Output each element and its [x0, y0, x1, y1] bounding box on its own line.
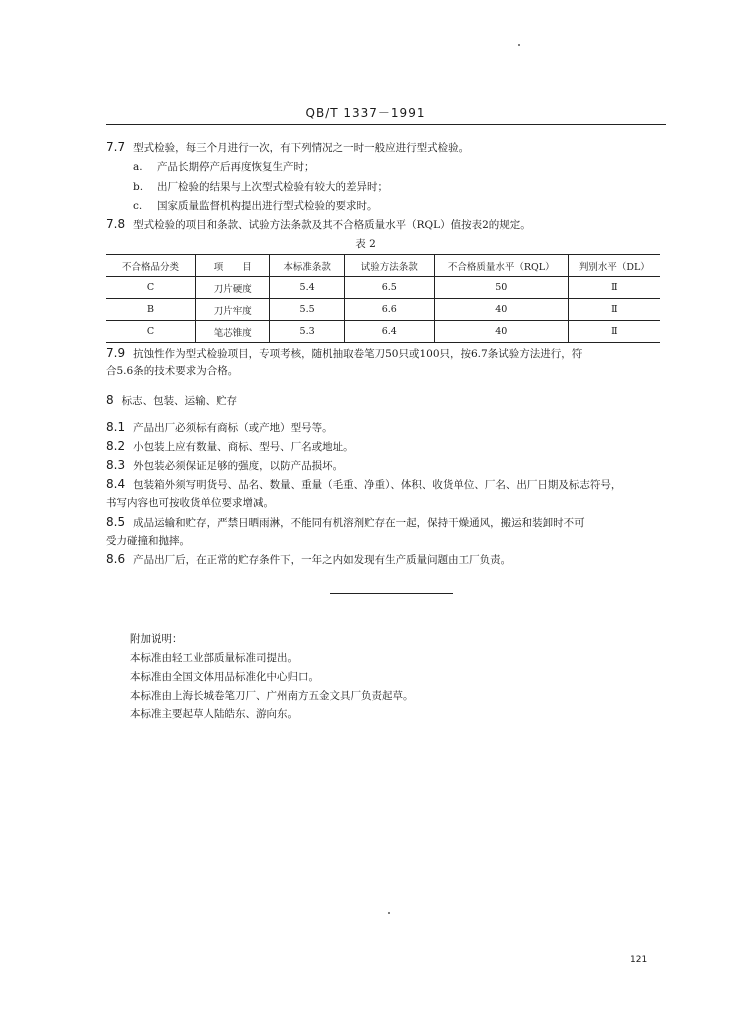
clause-8-6 [106, 552, 511, 567]
clause-8-1 [106, 420, 333, 435]
clause-text: 书写内容也可按收货单位要求增减。 [106, 497, 274, 509]
table-2 [106, 254, 660, 343]
clause-8-5-cont [106, 534, 190, 548]
clause-7-7 [106, 140, 469, 155]
header-cell: 试验方法条款 [344, 255, 434, 277]
header-cell: 判别水平（DL） [568, 255, 660, 277]
table-row [106, 277, 660, 299]
table-cell: 5.4 [270, 277, 344, 299]
clause-number: 8.5 [106, 515, 126, 529]
table-cell: 6.6 [344, 299, 434, 321]
clause-7-8 [106, 217, 531, 232]
page-number: 121 [630, 955, 648, 965]
table-cell: Ⅱ [568, 277, 660, 299]
clause-8-4 [106, 477, 621, 492]
page-header: QB/T 1337－1991 [305, 106, 426, 120]
table-cell: B [106, 299, 196, 321]
list-item-c [133, 199, 378, 213]
clause-text: 抗蚀性作为型式检验项目，专项考核，随机抽取卷笔刀50只或100只，按6.7条试验方法进行，符 [133, 348, 583, 360]
table-cell: 笔芯锥度 [196, 321, 270, 343]
notes-line: 本标准主要起草人陆皓东、游向东。 [130, 708, 298, 720]
item-label: b. [133, 181, 144, 193]
clause-text: 产品出厂必须标有商标（或产地）型号等。 [133, 422, 333, 434]
table-cell: Ⅱ [568, 299, 660, 321]
clause-number: 8.6 [106, 552, 126, 566]
clause-number: 7.9 [106, 346, 126, 360]
item-label: a. [133, 161, 143, 173]
table-cell: 刀片牢度 [196, 299, 270, 321]
item-label: c. [133, 200, 143, 212]
table-cell: 6.5 [344, 277, 434, 299]
clause-text: 成品运输和贮存，严禁日晒雨淋，不能同有机溶剂贮存在一起，保持干燥通风，搬运和装卸时不可 [133, 517, 585, 529]
clause-text: 产品出厂后，在正常的贮存条件下，一年之内如发现有生产质量问题由工厂负责。 [133, 554, 512, 566]
clause-text: 外包装必须保证足够的强度，以防产品损坏。 [133, 460, 344, 472]
header-cell: 本标准条款 [270, 255, 344, 277]
section-number: 8 [106, 393, 114, 407]
list-item-b [133, 180, 388, 194]
clause-text: 受力碰撞和抛摔。 [106, 535, 190, 547]
table-header-row [106, 255, 660, 277]
table-cell: 5.5 [270, 299, 344, 321]
clause-8-2 [106, 439, 354, 454]
header-cell: 不合格质量水平（RQL） [434, 255, 568, 277]
clause-8-5 [106, 515, 585, 530]
table-row [106, 299, 660, 321]
list-item-a [133, 160, 315, 174]
clause-text: 合5.6条的技术要求为合格。 [106, 365, 239, 377]
clause-7-9-cont [106, 364, 238, 378]
section-8-heading [106, 393, 237, 408]
table-cell: 刀片硬度 [196, 277, 270, 299]
scan-speck [388, 912, 390, 914]
table-cell: 40 [434, 299, 568, 321]
item-text: 国家质量监督机构提出进行型式检验的要求时。 [157, 200, 378, 212]
table-cell: C [106, 321, 196, 343]
clause-number: 8.2 [106, 439, 126, 453]
clause-number: 7.7 [106, 140, 126, 154]
notes-title: 附加说明： [130, 633, 183, 645]
clause-number: 8.3 [106, 458, 126, 472]
table-cell: 6.4 [344, 321, 434, 343]
table-cell: 40 [434, 321, 568, 343]
clause-text: 包装箱外须写明货号、品名、数量、重量（毛重、净重）、体积、收货单位、厂名、出厂日期及标志符号， [133, 479, 622, 491]
section-title: 标志、包装、运输、贮存 [121, 395, 238, 407]
table-cell: 5.3 [270, 321, 344, 343]
item-text: 出厂检验的结果与上次型式检验有较大的差异时； [157, 181, 388, 193]
clause-number: 8.4 [106, 477, 126, 491]
end-rule [330, 593, 453, 594]
notes-line: 本标准由轻工业部质量标准司提出。 [130, 652, 298, 664]
header-cell: 不合格品分类 [106, 255, 196, 277]
clause-number: 7.8 [106, 217, 126, 231]
table-cell: Ⅱ [568, 321, 660, 343]
header-rule [106, 124, 666, 125]
clause-number: 8.1 [106, 420, 126, 434]
table-title: 表 2 [355, 238, 376, 250]
clause-text: 小包装上应有数量、商标、型号、厂名或地址。 [133, 441, 354, 453]
table-row [106, 321, 660, 343]
clause-8-4-cont [106, 496, 274, 510]
notes-line: 本标准由上海长城卷笔刀厂、广州南方五金文具厂负责起草。 [130, 690, 414, 702]
clause-text: 型式检验，每三个月进行一次，有下列情况之一时一般应进行型式检验。 [133, 142, 470, 154]
clause-8-3 [106, 458, 343, 473]
header-cell: 项 目 [196, 255, 270, 277]
notes-line: 本标准由全国文体用品标准化中心归口。 [130, 671, 319, 683]
clause-7-9 [106, 346, 582, 361]
table-cell: 50 [434, 277, 568, 299]
table-cell: C [106, 277, 196, 299]
scan-speck [518, 44, 520, 46]
item-text: 产品长期停产后再度恢复生产时； [157, 161, 315, 173]
clause-text: 型式检验的项目和条款、试验方法条款及其不合格质量水平（RQL）值按表2的规定。 [133, 219, 531, 231]
